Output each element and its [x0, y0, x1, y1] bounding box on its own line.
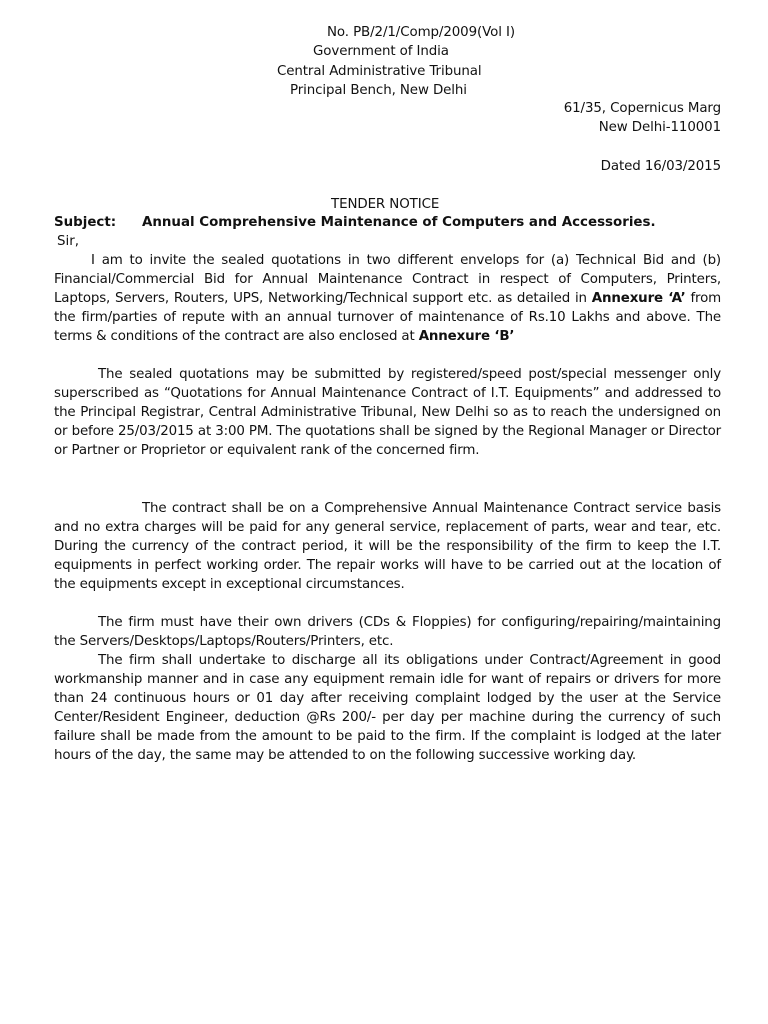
paragraph-text: The sealed quotations may be submitted by registered/speed post/special messenger only superscribed as “Quotations for Annual Maintenance Contract of I.T. Equipments” and addressed to the Principal Registrar, Central Administrative Tribunal, New Delhi so as to reach the undersigned on or before 25/03/2015 at 3:00 PM. The quotations shall be signed by the Regional Manager or Director or Partner or Proprietor or equivalent rank of the concerned firm.: [54, 367, 721, 458]
date-line: Dated 16/03/2015: [600, 159, 721, 174]
paragraph-text: I am to invite the sealed quotations in two different envelops for (a) Technical Bid and (b) Financial/Commercial Bid for Annual Maintenance Contract in respect of Computers, Printers, Laptops, Servers, Routers, UPS, Networking/Technical support etc. as detailed in: [54, 253, 721, 306]
paragraph-text: from the firm/parties of repute with an annual turnover of maintenance of Rs.10 Lakhs and above. The terms & conditions of the contract are also enclosed at: [54, 291, 722, 344]
paragraph-contract-basis: [54, 499, 721, 594]
annexure-a-ref: Annexure ‘A’: [591, 291, 686, 306]
document-title: TENDER NOTICE: [331, 197, 440, 212]
government-line: Government of India: [313, 44, 449, 59]
paragraph-text: The contract shall be on a Comprehensive Annual Maintenance Contract service basis and no extra charges will be paid for any general service, replacement of parts, wear and tear, etc. During the currency of the contract period, it will be the responsibility of the firm to keep the I.T. equipments in perfect working order. The repair works will have to be carried out at the location of the equipments except in exceptional circumstances.: [54, 501, 721, 592]
subject-text: Annual Comprehensive Maintenance of Computers and Accessories.: [142, 215, 656, 230]
address-line-2: New Delhi-110001: [598, 120, 721, 135]
paragraph-text: The firm shall undertake to discharge all its obligations under Contract/Agreement in good workmanship manner and in case any equipment remain idle for want of repairs or drivers for more than 24 continuous hours or 01 day after receiving complaint lodged by the user at the Service Center/Resident Engineer, deduction @Rs 200/- per day per machine during the currency of such failure shall be made from the amount to be paid to the firm. If the complaint is lodged at the later hours of the day, the same may be attended to on the following successive working day.: [54, 653, 721, 763]
paragraph-text: The firm must have their own drivers (CDs & Floppies) for configuring/repairing/maintaining the Servers/Desktops/Laptops/Routers/Printers, etc.: [54, 615, 721, 649]
file-number: No. PB/2/1/Comp/2009(Vol I): [327, 25, 515, 40]
paragraph-obligations: [54, 651, 721, 765]
paragraph-submission: [54, 365, 721, 460]
bench-name: Principal Bench, New Delhi: [290, 83, 467, 98]
subject-line: [54, 213, 656, 232]
annexure-b-ref: Annexure ‘B’: [418, 329, 515, 344]
salutation: Sir,: [57, 234, 79, 249]
paragraph-drivers: [54, 613, 721, 651]
subject-label: Subject:: [54, 215, 117, 230]
tribunal-name: Central Administrative Tribunal: [277, 64, 482, 79]
address-line-1: 61/35, Copernicus Marg: [563, 101, 721, 116]
paragraph-invitation: [54, 251, 721, 346]
